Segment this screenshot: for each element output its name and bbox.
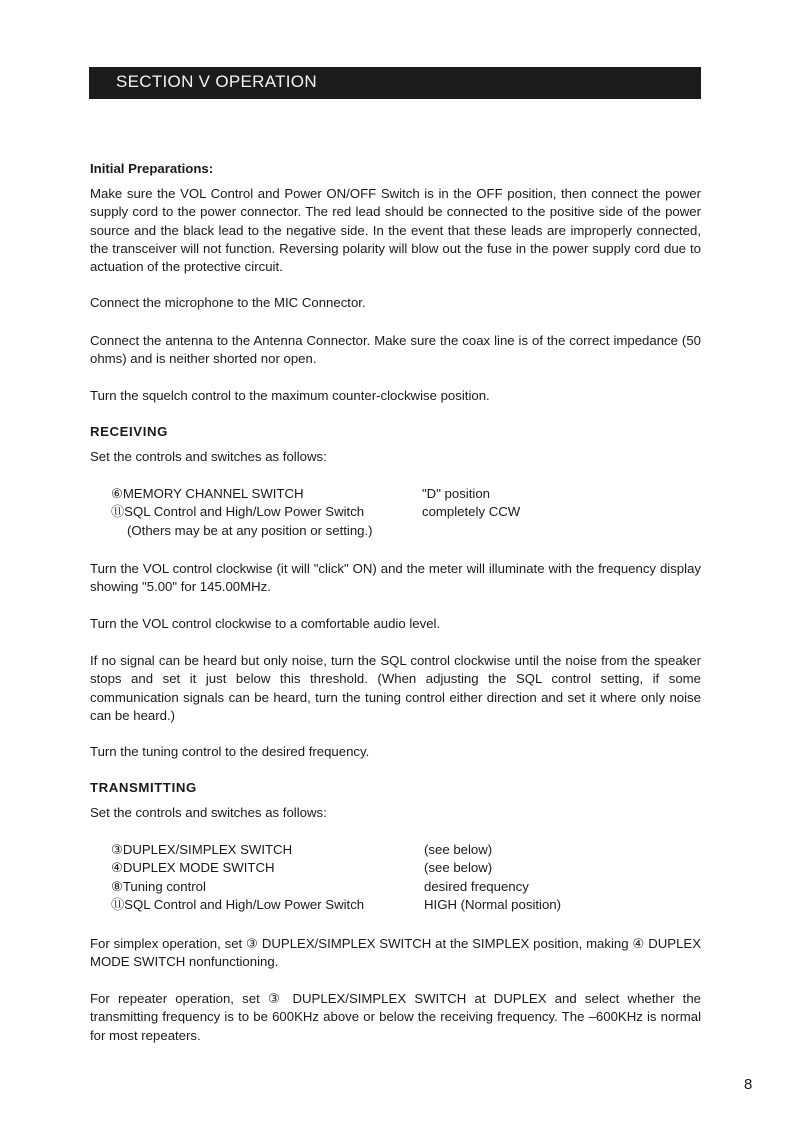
receiving-paragraph-audio-level: Turn the VOL control clockwise to a comfortable audio level. [90,616,441,631]
transmitting-intro: Set the controls and switches as follows: [90,805,327,820]
setting-control: ⑪SQL Control and High/Low Power Switch [111,504,365,520]
setting-control: ⑪SQL Control and High/Low Power Switch [111,896,365,912]
page-number: 8 [744,1076,753,1093]
transmitting-settings-table [111,841,611,914]
receiving-paragraph-squelch: If no signal can be heard but only noise, turn the SQL control clockwise until the noise from the speaker stops and set it just below this threshold. (When adjusting the SQL control setting, if some communication signals can be heard, turn the tuning control either direction and set it where only noise can be heard.) [90,653,701,723]
receiving-setting-note-row [111,522,611,540]
transmitting-setting-row [111,841,611,859]
section-title: SECTION V OPERATION [116,72,317,91]
transmitting-paragraph-simplex: For simplex operation, set ③ DUPLEX/SIMPLEX SWITCH at the SIMPLEX position, making ④ DUPLEX MODE SWITCH nonfunctioning. [90,936,701,970]
receiving-setting-row [111,503,611,521]
setting-value: completely CCW [422,504,521,520]
setting-control: ④DUPLEX MODE SWITCH [111,860,275,876]
receiving-setting-row [111,485,611,503]
setting-control: ⑧Tuning control [111,878,206,894]
setting-value: "D" position [422,486,491,501]
setting-control: ③DUPLEX/SIMPLEX SWITCH [111,842,293,857]
initial-paragraph-power: Make sure the VOL Control and Power ON/OFF Switch is in the OFF position, then connect the power supply cord to the power connector. The red lead should be connected to the positive side of the power source and the black lead to the negative side. In the event that these leads are improperly connected, the transceiver will not function. Reversing polarity will blow out the fuse in the power supply cord due to actuation of the protective circuit. [90,186,701,275]
transmitting-setting-row [111,859,611,877]
receiving-setting-note: (Others may be at any position or setting.) [127,522,373,538]
receiving-heading: RECEIVING [90,424,168,439]
initial-paragraph-antenna: Connect the antenna to the Antenna Connector. Make sure the coax line is of the correct impedance (50 ohms) and is neither shorted nor open. [90,333,701,367]
section-header-bar [89,67,701,99]
receiving-paragraph-tuning: Turn the tuning control to the desired frequency. [90,744,370,759]
transmitting-setting-row [111,878,611,896]
initial-preparations-heading: Initial Preparations: [90,161,214,176]
transmitting-heading: TRANSMITTING [90,780,197,795]
transmitting-paragraph-repeater: For repeater operation, set ③ DUPLEX/SIMPLEX SWITCH at DUPLEX and select whether the transmitting frequency is to be 600KHz above or below the receiving frequency. The –600KHz is normal for most repeaters. [90,991,701,1043]
setting-value: (see below) [424,842,493,857]
initial-paragraph-squelch: Turn the squelch control to the maximum counter-clockwise position. [90,388,490,403]
setting-value: desired frequency [424,878,529,894]
setting-control: ⑥MEMORY CHANNEL SWITCH [111,486,304,501]
receiving-intro: Set the controls and switches as follows: [90,449,327,464]
transmitting-setting-row [111,896,611,914]
initial-paragraph-microphone: Connect the microphone to the MIC Connector. [90,295,366,310]
setting-value: (see below) [424,860,493,876]
receiving-paragraph-vol-on: Turn the VOL control clockwise (it will "click" ON) and the meter will illuminate with the frequency display showing "5.00" for 145.00MHz. [90,561,701,595]
setting-value: HIGH (Normal position) [424,896,562,912]
receiving-settings-table [111,485,611,540]
